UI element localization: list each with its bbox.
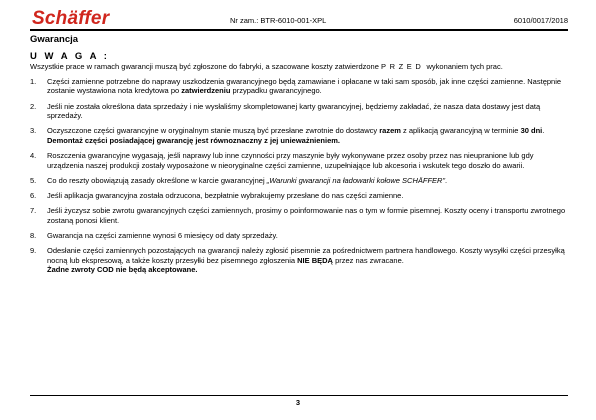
- item-text: przez nas zwracane.: [332, 255, 404, 265]
- item-number: 7.: [30, 206, 37, 216]
- item-text: Jeśli nie została określona data sprzedaży i nie wysłaliśmy skompletowanej karty gwarancyjnej, będziemy zakładać, że nasza data dostawy jest datą sprzedaży.: [47, 101, 541, 121]
- page-number: 3: [295, 398, 301, 407]
- list-item-2: [30, 102, 568, 121]
- item-number: 3.: [30, 126, 37, 136]
- item-text: Co do reszty obowiązują zasady określone w karcie gwarancyjnej: [47, 175, 267, 185]
- schaffer-logo: Schäffer: [32, 8, 110, 29]
- warning-text: [30, 62, 568, 72]
- list-item-5: [30, 176, 568, 186]
- list-item-7: [30, 206, 568, 225]
- item-bold: Żadne zwroty COD nie będą akceptowane.: [47, 265, 198, 275]
- item-bold: Demontaż części posiadającej gwarancję jest równoznaczny z jej unieważnieniem.: [47, 135, 341, 145]
- item-bold: zatwierdzeniu: [181, 86, 231, 96]
- warning-heading: U W A G A :: [30, 50, 110, 62]
- page-header: [30, 8, 568, 30]
- item-text: .: [542, 126, 545, 136]
- document-number: 6010/0017/2018: [513, 16, 568, 25]
- item-text: Odesłanie części zamiennych pozostających na gwarancji należy zgłosić pisemnie za pośrednictwem partnera handlowego. Koszty wysyłki części przesyłką nocną lub ekspresową, a także koszty przesyłki bez pisemnego zgłoszenia: [47, 246, 565, 265]
- warranty-conditions-list: [30, 77, 568, 275]
- item-text: Gwarancja na części zamienne wynosi 6 miesięcy od daty sprzedaży.: [47, 231, 278, 241]
- list-item-9: [30, 246, 568, 275]
- item-bold: NIE BĘDĄ: [297, 255, 333, 265]
- item-text: Jeśli życzysz sobie zwrotu gwarancyjnych części zamiennych, prosimy o poinformowanie nas o tym w formie pisemnej. Koszty oceny i transportu zwrotnego zostaną ponosi klient.: [47, 206, 566, 225]
- warning-emphasis: PRZED: [380, 61, 425, 71]
- list-item-8: [30, 231, 568, 241]
- item-text: Oczyszczone części gwarancyjne w oryginalnym stanie muszą być przesłane zwrotnie do dostawcy: [47, 126, 380, 136]
- item-bold: razem: [379, 126, 401, 136]
- header-rule: [30, 29, 568, 31]
- footer-rule: [30, 395, 568, 396]
- list-item-6: [30, 191, 568, 201]
- item-number: 5.: [30, 175, 37, 185]
- list-item-4: [30, 151, 568, 170]
- item-number: 8.: [30, 231, 37, 241]
- item-text: Części zamienne potrzebne do naprawy uszkodzenia gwarancyjnego będą zamawiane i opłacane w taki sam sposób, jak inne części zamienne. Następnie zostanie wystawiona nota kredytowa po: [47, 76, 562, 96]
- list-item-3: [30, 126, 568, 145]
- item-number: 4.: [30, 151, 37, 161]
- item-text: Roszczenia gwarancyjne wygasają, jeśli naprawy lub inne czynności przy maszynie były wykonywane przez osoby przez nas nieupranione lub gdy urządzenia naszej produkcji zostały wyposażone w nieoryginalne części zamienne, uzupełniające lub akcesoria i wskutek tego doszło do awarii.: [47, 151, 534, 170]
- item-number: 2.: [30, 101, 37, 111]
- item-text: Jeśli aplikacja gwarancyjna została odrzucona, bezpłatnie wybrakujemy przesłane do nas części zamienne.: [47, 191, 404, 201]
- list-item-1: [30, 77, 568, 96]
- item-text: przypadku gwarancyjnego.: [230, 86, 322, 96]
- item-text: .: [444, 175, 448, 185]
- warning-text-after: wykonaniem tych prac.: [424, 61, 503, 71]
- item-number: 1.: [30, 76, 37, 86]
- item-italic: „Warunki gwarancji na ładowarki kołowe SCHÄFFER”: [266, 175, 445, 185]
- warning-text-before: Wszystkie prace w ramach gwarancji muszą być zgłoszone do fabryki, a szacowane koszty zatwierdzone: [30, 61, 381, 71]
- item-number: 6.: [30, 191, 37, 201]
- item-text: z aplikacją gwarancyjną w terminie: [400, 126, 521, 136]
- item-bold: 30 dni: [520, 126, 543, 136]
- part-number: Nr zam.: BTR-6010-001-XPL: [230, 16, 327, 25]
- section-title: Gwarancja: [30, 34, 79, 45]
- item-number: 9.: [30, 246, 37, 256]
- page-content: [30, 33, 568, 275]
